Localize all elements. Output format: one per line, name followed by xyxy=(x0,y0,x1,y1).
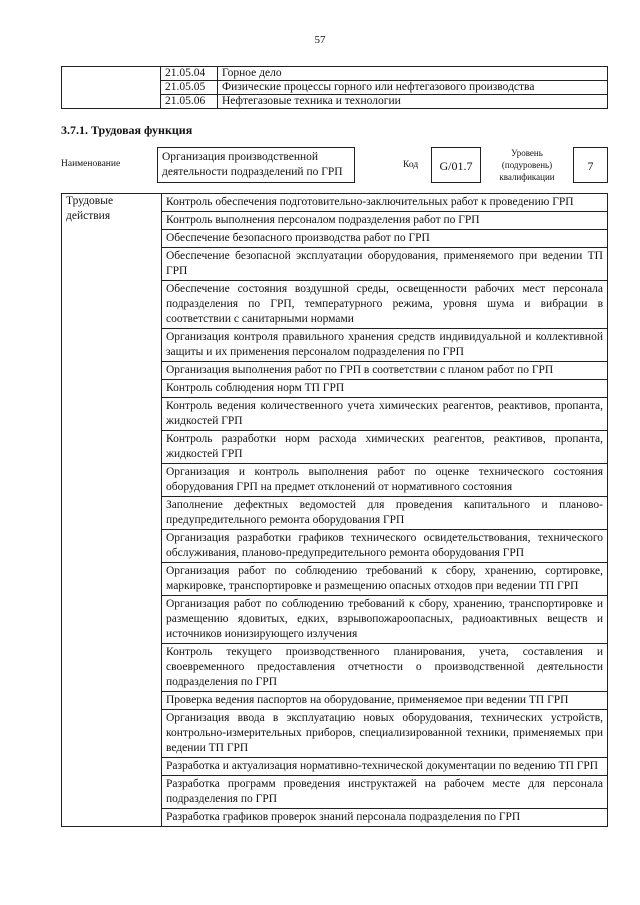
name-cell: Нефтегазовые техника и технологии xyxy=(218,95,608,109)
table-row xyxy=(62,194,608,212)
name-cell: Горное дело xyxy=(218,67,608,81)
name-label: Наименование xyxy=(61,159,121,169)
action-item: Организация контроля правильного хранения средств индивидуальной и коллективной защиты и их применения персоналом подразделения по ГРП xyxy=(162,329,608,362)
section-heading: 3.7.1. Трудовая функция xyxy=(61,123,193,137)
level-label: Уровень (подуровень) квалификации xyxy=(499,148,555,182)
action-item: Организация разработки графиков технического освидетельствования, технического обслуживания, планово-предупредительного ремонта оборудования ГРП xyxy=(162,530,608,563)
action-item: Контроль обеспечения подготовительно-заключительных работ к проведению ГРП xyxy=(162,194,608,212)
action-item: Организация выполнения работ по ГРП в соответствии с планом работ по ГРП xyxy=(162,362,608,380)
action-item: Организация работ по соблюдению требований к сбору, хранению, транспортировке и размещению ядовитых, едких, взрывопожароопасных, радиоактивных веществ и источников ионизирующего излучения xyxy=(162,596,608,644)
action-item: Разработка и актуализация нормативно-технической документации по ведению ТП ГРП xyxy=(162,758,608,776)
action-item: Разработка программ проведения инструктажей на рабочем месте для персонала подразделения по ГРП xyxy=(162,776,608,809)
action-item: Заполнение дефектных ведомостей для проведения капитального и планово-предупредительного ремонта оборудования ГРП xyxy=(162,497,608,530)
action-item: Обеспечение безопасной эксплуатации оборудования, применяемого при ведении ТП ГРП xyxy=(162,248,608,281)
function-name: Организация производственной деятельности подразделений по ГРП xyxy=(157,147,355,183)
qualification-level: 7 xyxy=(573,147,608,183)
action-item: Проверка ведения паспортов на оборудование, применяемое при ведении ТП ГРП xyxy=(162,692,608,710)
code-cell: 21.05.04 xyxy=(161,67,218,81)
code-cell: 21.05.06 xyxy=(161,95,218,109)
page-number: 57 xyxy=(314,34,326,46)
action-item: Обеспечение состояния воздушной среды, освещенности рабочих мест персонала подразделения по ГРП, температурного режима, уровня шума и вибрации в соответствии с санитарными нормами xyxy=(162,281,608,329)
labor-function-header xyxy=(61,147,608,187)
action-item: Организация и контроль выполнения работ по оценке технического состояния оборудования ГРП на предмет отклонений от нормативного состояния xyxy=(162,464,608,497)
code-label: Код xyxy=(403,160,419,170)
action-item: Контроль разработки норм расхода химических реагентов, реактивов, пропанта, жидкостей ГРП xyxy=(162,431,608,464)
action-item: Контроль текущего производственного планирования, учета, составления и своевременного предоставления отчетности о производственной деятельности подразделения по ГРП xyxy=(162,644,608,692)
specialty-codes-table xyxy=(61,66,608,109)
blank-cell xyxy=(62,67,161,109)
name-cell: Физические процессы горного или нефтегазового производства xyxy=(218,81,608,95)
action-item: Контроль выполнения персоналом подразделения работ по ГРП xyxy=(162,212,608,230)
action-item: Разработка графиков проверок знаний персонала подразделения по ГРП xyxy=(162,809,608,827)
code-cell: 21.05.05 xyxy=(161,81,218,95)
action-item: Контроль ведения количественного учета химических реагентов, реактивов, пропанта, жидкостей ГРП xyxy=(162,398,608,431)
action-item: Контроль соблюдения норм ТП ГРП xyxy=(162,380,608,398)
action-item: Обеспечение безопасного производства работ по ГРП xyxy=(162,230,608,248)
function-code: G/01.7 xyxy=(431,147,481,183)
action-item: Организация ввода в эксплуатацию новых оборудования, технических устройств, контрольно-измерительных приборов, специализированной техники, применяемых при ведении ТП ГРП xyxy=(162,710,608,758)
table-row xyxy=(62,67,608,81)
action-item: Организация работ по соблюдению требований к сбору, хранению, сортировке, маркировке, транспортировке и размещению опасных отходов при ведении ТП ГРП xyxy=(162,563,608,596)
actions-label: Трудовые действия xyxy=(62,194,162,827)
labor-actions-table xyxy=(61,193,608,827)
